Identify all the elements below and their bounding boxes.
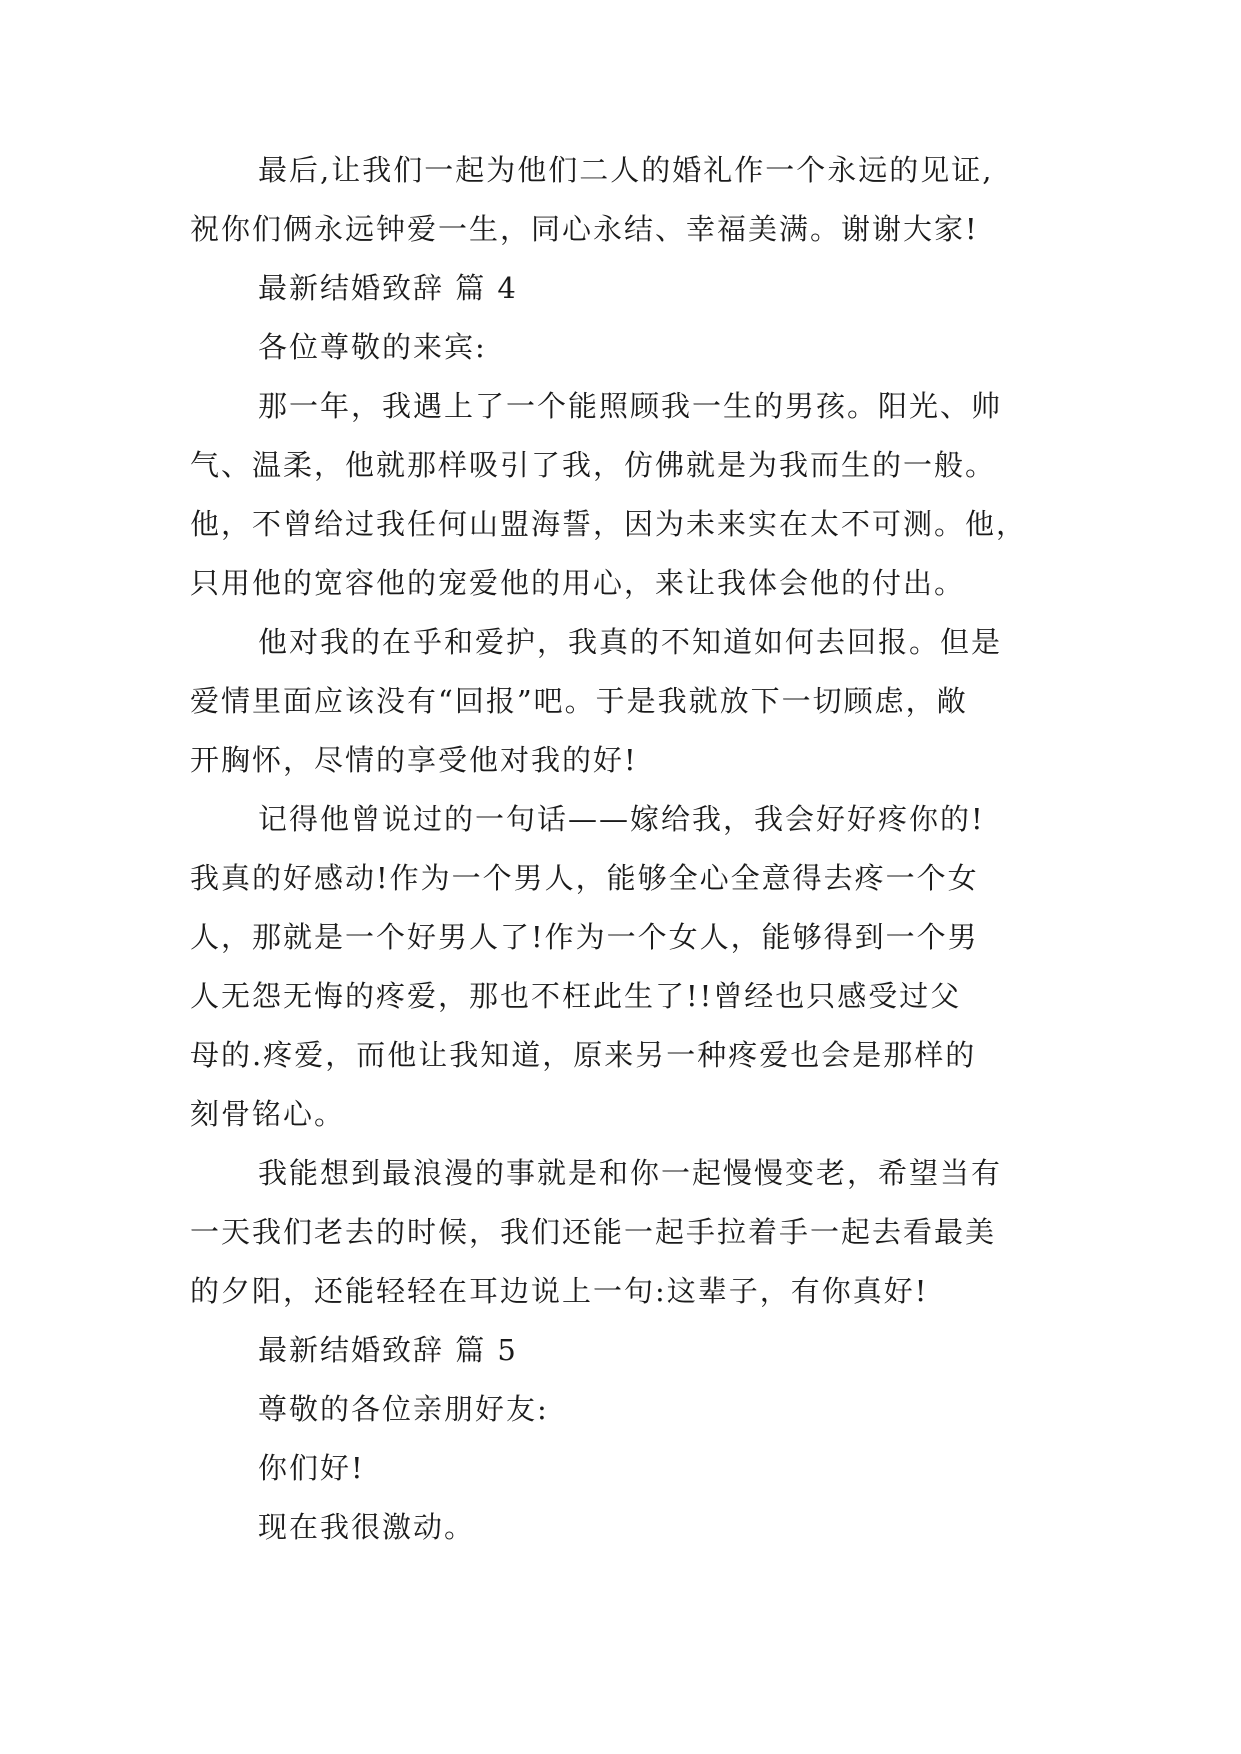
paragraph-line: 他，不曾给过我任何山盟海誓，因为未来实在太不可测。他，	[190, 507, 1028, 541]
section-heading: 最新结婚致辞 篇 4	[258, 271, 518, 305]
paragraph-line: 你们好!	[258, 1451, 365, 1485]
paragraph-line: 母的.疼爱，而他让我知道，原来另一种疼爱也会是那样的	[190, 1038, 977, 1072]
paragraph-line: 他对我的在乎和爱护，我真的不知道如何去回报。但是	[258, 625, 1003, 659]
paragraph-line: 记得他曾说过的一句话——嫁给我，我会好好疼你的!	[258, 802, 985, 836]
paragraph-line: 人无怨无悔的疼爱，那也不枉此生了!!曾经也只感受过父	[190, 979, 962, 1013]
paragraph-line: 的夕阳，还能轻轻在耳边说上一句:这辈子，有你真好!	[190, 1274, 929, 1308]
paragraph-line: 刻骨铭心。	[190, 1097, 346, 1131]
paragraph-line: 只用他的宽容他的宠爱他的用心，来让我体会他的付出。	[190, 566, 966, 600]
paragraph-line: 现在我很激动。	[258, 1510, 476, 1544]
paragraph-line: 那一年，我遇上了一个能照顾我一生的男孩。阳光、帅	[258, 389, 1003, 423]
salutation: 尊敬的各位亲朋好友:	[258, 1392, 549, 1426]
paragraph-line: 我能想到最浪漫的事就是和你一起慢慢变老，希望当有	[258, 1156, 1003, 1190]
paragraph-line: 爱情里面应该没有“回报”吧。于是我就放下一切顾虑，敞	[190, 684, 968, 718]
paragraph-line: 气、温柔，他就那样吸引了我，仿佛就是为我而生的一般。	[190, 448, 997, 482]
paragraph-line: 人，那就是一个好男人了!作为一个女人，能够得到一个男	[190, 920, 979, 954]
salutation: 各位尊敬的来宾:	[258, 330, 487, 364]
paragraph-line: 我真的好感动!作为一个男人，能够全心全意得去疼一个女	[190, 861, 979, 895]
paragraph-line: 开胸怀，尽情的享受他对我的好!	[190, 743, 638, 777]
paragraph-line: 最后,让我们一起为他们二人的婚礼作一个永远的见证,	[258, 153, 994, 187]
paragraph-line: 一天我们老去的时候，我们还能一起手拉着手一起去看最美	[190, 1215, 997, 1249]
paragraph-line: 祝你们俩永远钟爱一生，同心永结、幸福美满。谢谢大家!	[190, 212, 979, 246]
section-heading: 最新结婚致辞 篇 5	[258, 1333, 518, 1367]
